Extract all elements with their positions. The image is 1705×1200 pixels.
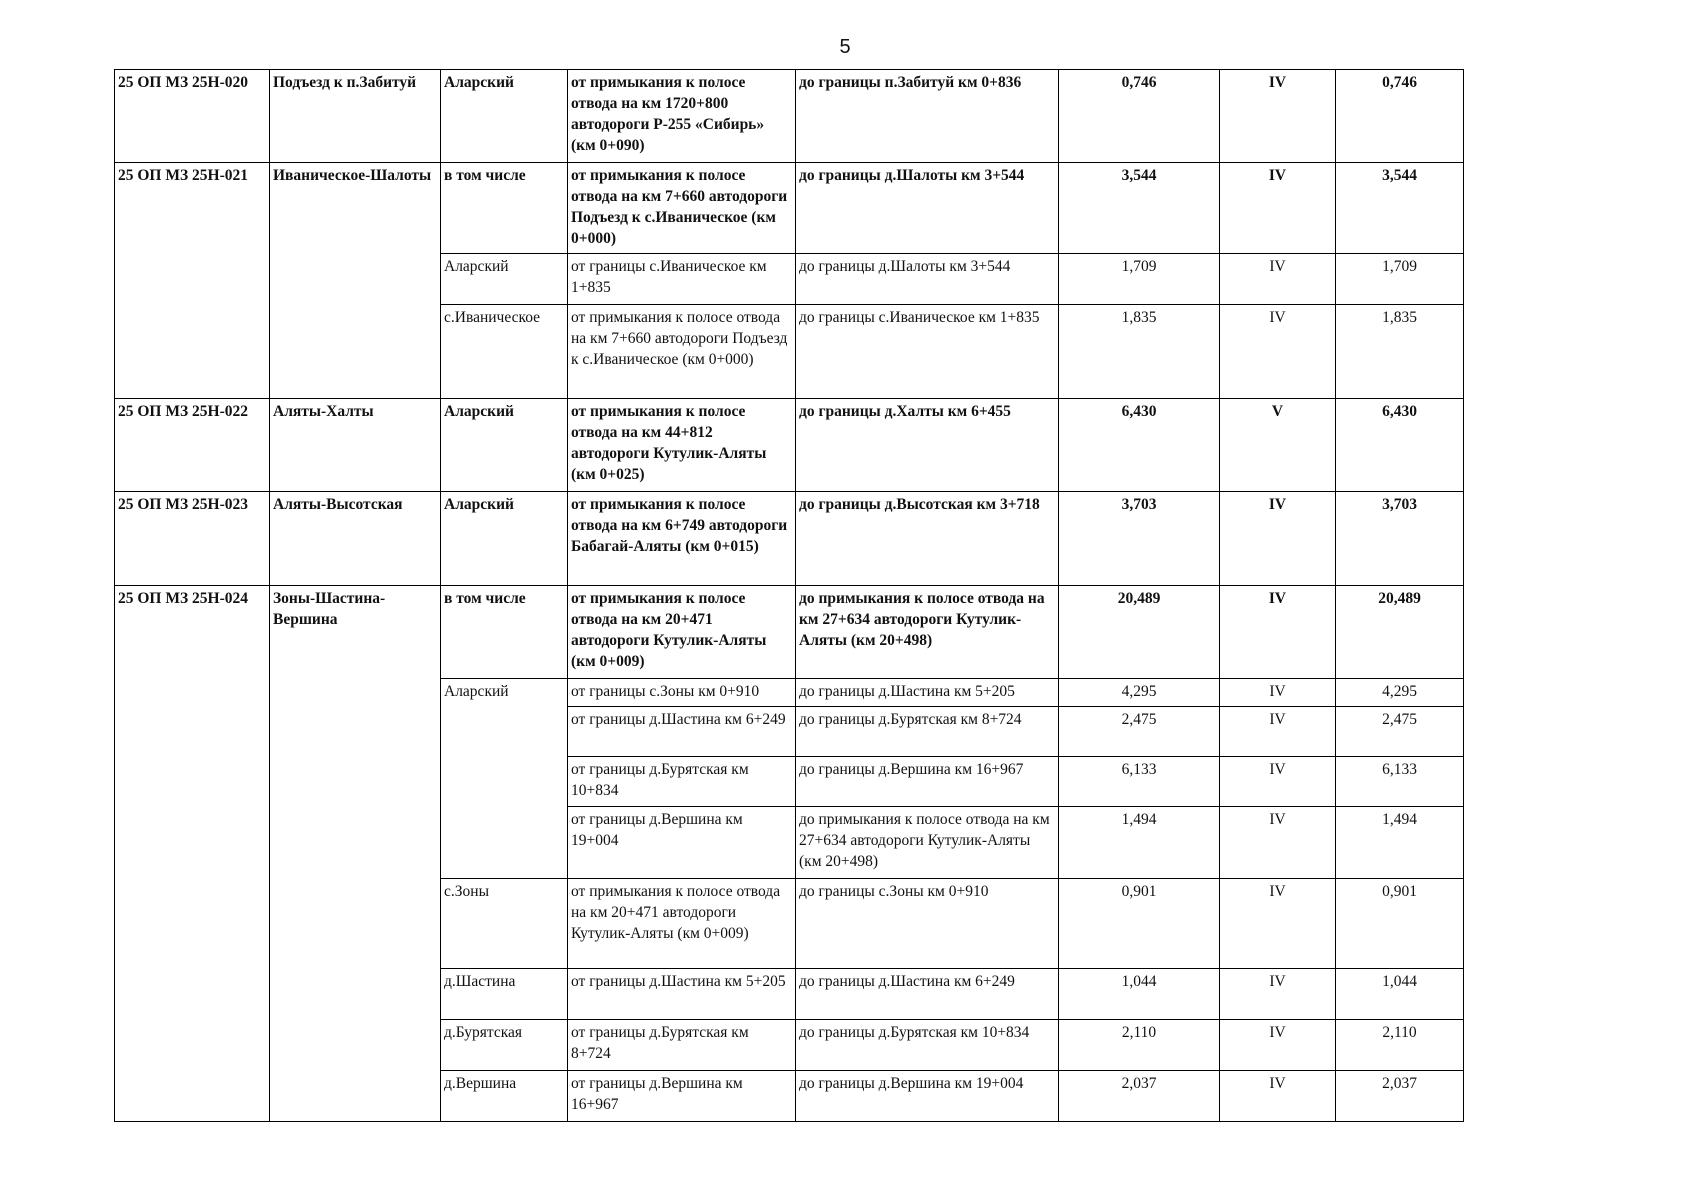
- segment-total: 3,703: [1336, 492, 1464, 586]
- segment-from: от примыкания к полосе отвода на км 7+660 автодороги Подъезд к с.Иваническое (км 0+000): [568, 163, 796, 254]
- segment-to: до границы с.Зоны км 0+910: [796, 879, 1059, 969]
- segment-category: IV: [1220, 586, 1336, 679]
- segment-category: IV: [1220, 707, 1336, 757]
- segment-length: 3,544: [1059, 163, 1220, 254]
- segment-district: с.Иваническое: [441, 305, 568, 399]
- segment-length: 2,110: [1059, 1020, 1220, 1071]
- segment-category: IV: [1220, 757, 1336, 807]
- segment-total: 6,133: [1336, 757, 1464, 807]
- segment-length: 2,037: [1059, 1071, 1220, 1122]
- segment-total: 1,709: [1336, 254, 1464, 305]
- roads-table: [114, 69, 1464, 1122]
- segment-to: до границы д.Шалоты км 3+544: [796, 163, 1059, 254]
- segment-category: IV: [1220, 879, 1336, 969]
- segment-category: IV: [1220, 1071, 1336, 1122]
- segment-to: до границы с.Иваническое км 1+835: [796, 305, 1059, 399]
- segment-total: 2,110: [1336, 1020, 1464, 1071]
- table-row: [115, 70, 1464, 163]
- segment-to: до границы д.Шастина км 5+205: [796, 679, 1059, 707]
- road-name: Зоны-Шастина-Вершина: [270, 586, 441, 1122]
- segment-to: до границы д.Халты км 6+455: [796, 399, 1059, 492]
- segment-from: от границы д.Бурятская км 10+834: [568, 757, 796, 807]
- segment-total: 2,037: [1336, 1071, 1464, 1122]
- segment-district: д.Вершина: [441, 1071, 568, 1122]
- segment-district: Аларский: [441, 399, 568, 492]
- segment-district: Аларский: [441, 679, 568, 879]
- segment-district: д.Шастина: [441, 969, 568, 1020]
- segment-length: 1,044: [1059, 969, 1220, 1020]
- segment-total: 4,295: [1336, 679, 1464, 707]
- segment-from: от границы с.Иваническое км 1+835: [568, 254, 796, 305]
- segment-from: от примыкания к полосе отвода на км 20+471 автодороги Кутулик-Аляты (км 0+009): [568, 879, 796, 969]
- segment-district: в том числе: [441, 163, 568, 254]
- table-row: [115, 163, 1464, 254]
- segment-from: от примыкания к полосе отвода на км 6+749 автодороги Бабагай-Аляты (км 0+015): [568, 492, 796, 586]
- segment-total: 1,835: [1336, 305, 1464, 399]
- segment-length: 1,494: [1059, 807, 1220, 879]
- page-number: 5: [839, 36, 851, 58]
- segment-total: 2,475: [1336, 707, 1464, 757]
- road-code: 25 ОП МЗ 25Н-023: [115, 492, 270, 586]
- segment-to: до примыкания к полосе отвода на км 27+634 автодороги Кутулик-Аляты (км 20+498): [796, 807, 1059, 879]
- segment-category: IV: [1220, 492, 1336, 586]
- segment-to: до границы д.Бурятская км 8+724: [796, 707, 1059, 757]
- table-row: [115, 492, 1464, 586]
- segment-from: от границы д.Шастина км 6+249: [568, 707, 796, 757]
- segment-to: до границы д.Шастина км 6+249: [796, 969, 1059, 1020]
- segment-district: Аларский: [441, 70, 568, 163]
- segment-district: д.Бурятская: [441, 1020, 568, 1071]
- segment-length: 0,746: [1059, 70, 1220, 163]
- segment-from: от примыкания к полосе отвода на км 7+660 автодороги Подъезд к с.Иваническое (км 0+000): [568, 305, 796, 399]
- segment-from: от границы д.Шастина км 5+205: [568, 969, 796, 1020]
- segment-length: 1,835: [1059, 305, 1220, 399]
- segment-district: с.Зоны: [441, 879, 568, 969]
- road-name: Подъезд к п.Забитуй: [270, 70, 441, 163]
- segment-length: 1,709: [1059, 254, 1220, 305]
- road-name: Иваническое-Шалоты: [270, 163, 441, 399]
- segment-total: 3,544: [1336, 163, 1464, 254]
- segment-to: до примыкания к полосе отвода на км 27+634 автодороги Кутулик-Аляты (км 20+498): [796, 586, 1059, 679]
- segment-from: от примыкания к полосе отвода на км 44+812 автодороги Кутулик-Аляты (км 0+025): [568, 399, 796, 492]
- segment-from: от границы д.Вершина км 19+004: [568, 807, 796, 879]
- segment-total: 1,494: [1336, 807, 1464, 879]
- road-code: 25 ОП МЗ 25Н-021: [115, 163, 270, 399]
- road-name: Аляты-Высотская: [270, 492, 441, 586]
- segment-total: 0,901: [1336, 879, 1464, 969]
- road-code: 25 ОП МЗ 25Н-024: [115, 586, 270, 1122]
- segment-category: IV: [1220, 305, 1336, 399]
- segment-to: до границы д.Бурятская км 10+834: [796, 1020, 1059, 1071]
- segment-to: до границы д.Вершина км 19+004: [796, 1071, 1059, 1122]
- segment-total: 6,430: [1336, 399, 1464, 492]
- segment-category: IV: [1220, 1020, 1336, 1071]
- segment-to: до границы п.Забитуй км 0+836: [796, 70, 1059, 163]
- segment-from: от границы д.Бурятская км 8+724: [568, 1020, 796, 1071]
- segment-length: 0,901: [1059, 879, 1220, 969]
- segment-length: 20,489: [1059, 586, 1220, 679]
- segment-category: IV: [1220, 969, 1336, 1020]
- table-row: [115, 586, 1464, 679]
- segment-to: до границы д.Высотская км 3+718: [796, 492, 1059, 586]
- segment-length: 2,475: [1059, 707, 1220, 757]
- segment-total: 0,746: [1336, 70, 1464, 163]
- road-code: 25 ОП МЗ 25Н-022: [115, 399, 270, 492]
- segment-to: до границы д.Вершина км 16+967: [796, 757, 1059, 807]
- segment-category: V: [1220, 399, 1336, 492]
- segment-district: в том числе: [441, 586, 568, 679]
- segment-to: до границы д.Шалоты км 3+544: [796, 254, 1059, 305]
- segment-district: Аларский: [441, 254, 568, 305]
- segment-total: 1,044: [1336, 969, 1464, 1020]
- segment-category: IV: [1220, 679, 1336, 707]
- segment-length: 6,133: [1059, 757, 1220, 807]
- segment-from: от примыкания к полосе отвода на км 1720+800 автодороги Р-255 «Сибирь» (км 0+090): [568, 70, 796, 163]
- segment-category: IV: [1220, 163, 1336, 254]
- segment-category: IV: [1220, 254, 1336, 305]
- segment-category: IV: [1220, 807, 1336, 879]
- road-code: 25 ОП МЗ 25Н-020: [115, 70, 270, 163]
- segment-length: 6,430: [1059, 399, 1220, 492]
- segment-district: Аларский: [441, 492, 568, 586]
- segment-from: от границы д.Вершина км 16+967: [568, 1071, 796, 1122]
- segment-total: 20,489: [1336, 586, 1464, 679]
- segment-category: IV: [1220, 70, 1336, 163]
- segment-length: 4,295: [1059, 679, 1220, 707]
- segment-from: от примыкания к полосе отвода на км 20+471 автодороги Кутулик-Аляты (км 0+009): [568, 586, 796, 679]
- road-name: Аляты-Халты: [270, 399, 441, 492]
- segment-from: от границы с.Зоны км 0+910: [568, 679, 796, 707]
- table-row: [115, 399, 1464, 492]
- segment-length: 3,703: [1059, 492, 1220, 586]
